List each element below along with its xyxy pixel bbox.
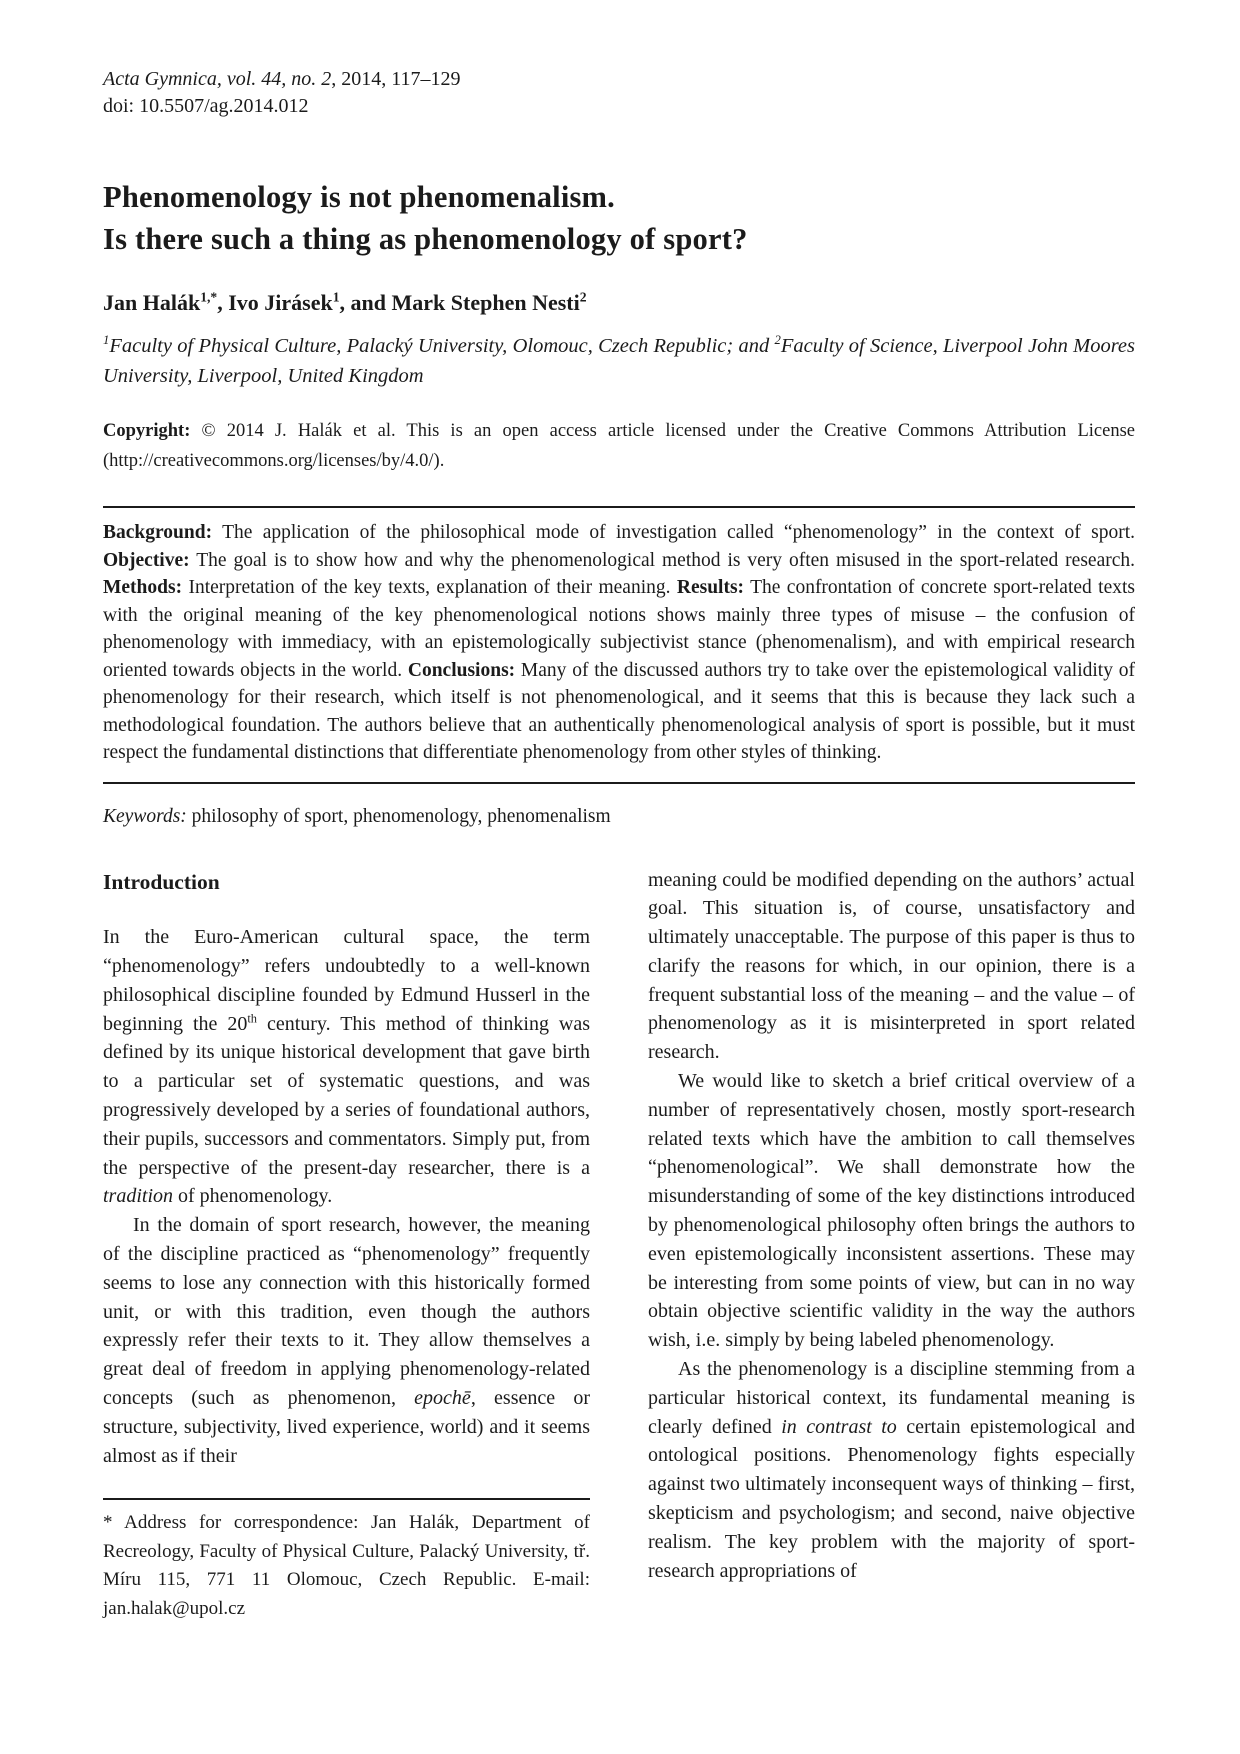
paragraph-text: century. This method of thinking was defined by its unique historical development that gave birth to a particular set of systematic questions, and was progressively developed by a series of foundational authors, their pupils, successors and commentators. Simply put, from the perspective of the present-day researcher, there is a: [103, 1012, 590, 1179]
body-columns: [103, 866, 1135, 1624]
paragraph-text: In the domain of sport research, however, the meaning of the discipline practiced as “phenomenology” frequently seems to lose any connection with this historically formed unit, or with this tradition, even though the authors expressly refer their texts to it. They allow themselves a great deal of freedom in applying phenomenology-related concepts (such as phenomenon,: [103, 1214, 590, 1410]
copyright-text: © 2014 J. Halák et al. This is an open access article licensed under the Creative Commons Attribution License (http://creativecommons.org/licenses/by/4.0/).: [103, 421, 1135, 471]
abstract-text: Many of the discussed authors try to take over the epistemological validity of phenomenology for their research, which itself is not phenomenological, and it seems that this is because they lack such a methodological foundation. The authors believe that an authentically phenomenological analysis of sport is possible, but it must respect the fundamental distinctions that differentiate phenomenology from other styles of thinking.: [103, 659, 1135, 763]
paragraph-text: In the Euro-American cultural space, the term “phenomenology” refers undoubtedly to a well-known philosophical discipline founded by Edmund Husserl in the beginning the 20: [103, 926, 590, 1035]
journal-line: [103, 66, 1135, 93]
right-column: [648, 866, 1135, 1624]
paragraph: [103, 923, 590, 1211]
abstract-label-methods: Methods:: [103, 577, 183, 598]
author-name: Jan Halák: [103, 290, 201, 315]
abstract-label-results: Results:: [676, 577, 745, 598]
paragraph: meaning could be modified depending on the authors’ actual goal. This situation is, of course, unsatisfactory and ultimately unacceptable. The purpose of this paper is thus to clarify the reasons for which, in our opinion, there is a frequent substantial loss of the meaning – and the value – of phenomenology as it is misinterpreted in sport related research.: [648, 868, 1135, 1064]
journal-title: Acta Gymnica, vol. 44, no. 2: [103, 68, 332, 90]
keywords-label: Keywords:: [103, 805, 187, 827]
affiliation-text: Faculty of Physical Culture, Palacký University, Olomouc, Czech Republic; and: [109, 335, 775, 357]
paragraph-text: , essence or structure, subjectivity, lived experience, world) and it seems almost as if their: [103, 1387, 590, 1467]
journal-issue-pages: , 2014, 117–129: [331, 68, 461, 90]
paragraph-text: certain epistemological and ontological positions. Phenomenology fights especially against two ultimately inconsequent ways of thinking – first, skepticism and psychologism; and second, naive objective realism. The key problem with the majority of sport-research appropriations of: [648, 1415, 1136, 1582]
copyright-label: Copyright:: [103, 421, 191, 441]
journal-header: [103, 66, 1135, 120]
emphasized-term: tradition: [103, 1185, 174, 1208]
abstract-label-conclusions: Conclusions:: [407, 659, 516, 681]
keywords-text: philosophy of sport, phenomenology, phenomenalism: [186, 805, 611, 827]
author-affiliation-mark: 1,*: [200, 289, 218, 305]
paragraph: [103, 1211, 590, 1470]
copyright-note: [103, 416, 1135, 476]
doi-line: doi: 10.5507/ag.2014.012: [103, 95, 309, 117]
abstract-label-background: Background:: [103, 522, 213, 543]
emphasized-term: in contrast to: [781, 1415, 897, 1438]
paragraph-text: As the phenomenology is a discipline stemming from a particular historical context, its fundamental meaning is clearly defined: [648, 1358, 1135, 1438]
correspondence-footnote: * Address for correspondence: Jan Halák, Department of Recreology, Faculty of Physical Culture, Palacký University, tř. Míru 115, 771 11 Olomouc, Czech Republic. E-mail: jan.halak@upol.cz: [103, 1498, 590, 1623]
affiliation-mark: 2: [774, 333, 781, 348]
article-title-line1: Phenomenology is not phenomenalism.: [103, 180, 615, 214]
abstract-label-objective: Objective:: [103, 549, 190, 571]
emphasized-term: epochē: [414, 1387, 471, 1410]
paragraph: We would like to sketch a brief critical overview of a number of representatively chosen, mostly sport-research related texts which have the ambition to call themselves “phenomenological”. We shall demonstrate how the misunderstanding of some of the key distinctions introduced by phenomenological philosophy often brings the authors to even epistemologically inconsistent assertions. These may be interesting from some points of view, but can in no way obtain objective scientific validity in the way the authors wish, i.e. simply by being labeled phenomenology.: [648, 1070, 1135, 1352]
abstract: [103, 506, 1135, 784]
left-column: [103, 866, 590, 1624]
affiliation-text: Faculty of Science, Liverpool John Moores University, Liverpool, United Kingdom: [103, 335, 1135, 387]
author-affiliation-mark: 2: [579, 289, 587, 305]
abstract-text: The goal is to show how and why the phenomenological method is very often misused in the sport-related research.: [189, 549, 1135, 571]
author-name: , Ivo Jirásek: [217, 290, 333, 315]
affiliation-line: [103, 331, 1135, 391]
authors-line: [103, 290, 1135, 316]
author-name: , and Mark Stephen Nesti: [339, 290, 580, 315]
affiliation-mark: 1: [103, 333, 110, 348]
paragraph-text: of phenomenology.: [173, 1185, 333, 1208]
author-affiliation-mark: 1: [332, 289, 340, 305]
section-heading-introduction: Introduction: [103, 869, 220, 894]
keywords-line: [103, 806, 1135, 828]
article-title: [103, 176, 1135, 260]
article-title-line2: Is there such a thing as phenomenology of sport?: [103, 222, 748, 256]
abstract-text: Interpretation of the key texts, explanation of their meaning.: [182, 577, 677, 598]
ordinal-suffix: th: [247, 1011, 257, 1026]
paragraph: [648, 1355, 1135, 1585]
abstract-text: The confrontation of concrete sport-related texts with the original meaning of the key phenomenological notions shows mainly three types of misuse – the confusion of phenomenology with immediacy, with an epistemologically subjectivist stance (phenomenalism), and with empirical research oriented towards objects in the world.: [103, 577, 1135, 681]
abstract-text: The application of the philosophical mode of investigation called “phenomenology” in the context of sport.: [212, 522, 1135, 543]
